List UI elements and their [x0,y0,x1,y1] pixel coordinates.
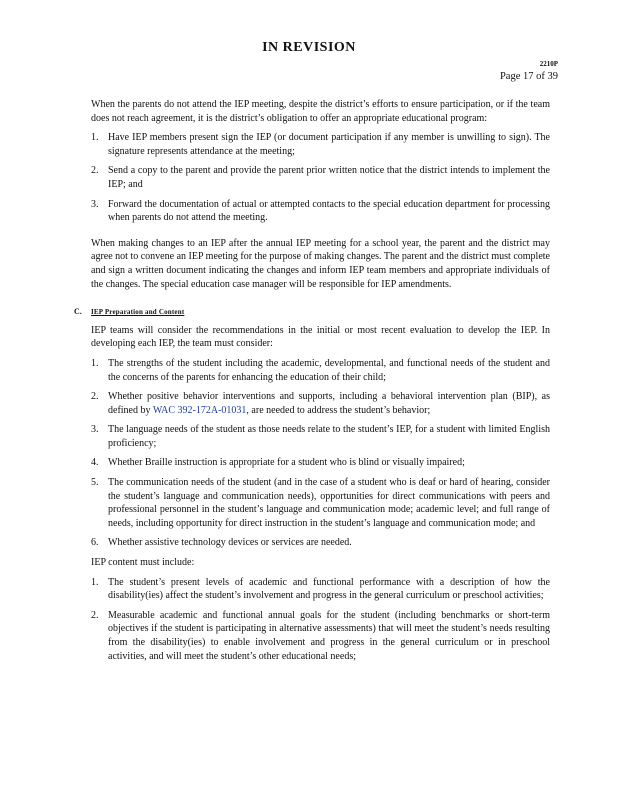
list-text [108,390,550,417]
document-body [74,98,550,669]
list-text: The student’s present levels of academic and functional performance with a description of how the disability(ies) affect the student’s involvement and progress in the general curriculum or preschool activities; [108,576,550,602]
list-item [91,423,550,450]
list-item [91,390,550,417]
section-letter: C. [74,307,82,317]
document-title: IN REVISION [262,40,356,55]
list-number: 1. [91,357,99,369]
list-text: Forward the documentation of actual or attempted contacts to the special education department for processing when parents do not attend the meeting. [108,198,550,224]
list-item [91,131,550,158]
changes-paragraph: When making changes to an IEP after the annual IEP meeting for a school year, the parent and the district may agree not to convene an IEP meeting for the purpose of making changes. The parent and the district must complete and sign a written document indicating the changes and inform IEP team members and appropriate individuals of the changes. The special education case manager will be responsible for IEP amendments. [91,237,550,290]
list-number: 3. [91,198,99,210]
section-c-intro: IEP teams will consider the recommendations in the initial or most recent evaluation to develop the IEP. In developing each IEP, the team must consider: [91,324,550,350]
list-number: 1. [91,576,99,588]
list-number: 2. [91,609,99,621]
content-intro: IEP content must include: [91,557,195,569]
list-considerations [91,357,550,550]
list-item [91,164,550,191]
section-c-heading [74,305,550,320]
wac-link[interactable]: WAC 392-172A-01031 [152,404,247,416]
list-text-pre: Whether positive behavior interventions and supports, including a behavioral intervention plan (BIP), as defined by [108,391,550,416]
list-item [91,456,550,470]
list-text: Have IEP members present sign the IEP (or document participation if any member is unwilling to sign). The signature represents attendance at the meeting; [108,132,550,157]
list-text: The strengths of the student including the academic, developmental, and functional needs of the student and the concerns of the parents for enhancing the education of their child; [108,357,550,383]
list-number: 2. [91,165,99,177]
list-text: Measurable academic and functional annual goals for the student (including benchmarks or short-term objectives if the student is participating in alternative assessments) that will meet the student’s needs resulting from the disability(ies) to enable involvement and progress in the general curriculum or in preschool activities, and will meet the student’s other educational needs; [108,609,550,662]
list-item [91,198,550,225]
list-number: 6. [91,537,99,549]
list-number: 4. [91,457,99,469]
page-number: Page 17 of 39 [499,71,558,82]
list-text: Whether assistive technology devices or services are needed. [108,537,352,549]
list-item [91,609,550,663]
list-item [91,576,550,603]
list-content [91,576,550,664]
list-nonattendance [91,131,550,225]
list-number: 2. [91,391,99,403]
intro-paragraph: When the parents do not attend the IEP meeting, despite the district’s efforts to ensure participation, or if the team does not reach agreement, it is the district’s obligation to offer an appropriate educational program: [91,99,550,124]
list-text: Send a copy to the parent and provide the parent prior written notice that the district intends to implement the IEP; and [108,165,550,190]
section-title: IEP Preparation and Content [91,308,185,317]
list-item [91,357,550,384]
list-number: 1. [91,132,99,144]
list-item [91,476,550,530]
list-number: 5. [91,477,99,489]
list-text: Whether Braille instruction is appropriate for a student who is blind or visually impaired; [108,457,465,469]
list-text-post: , are needed to address the student’s behavior; [246,404,431,416]
list-text: The language needs of the student as those needs relate to the student’s IEP, for a student with limited English proficiency; [108,424,550,449]
list-text: The communication needs of the student (and in the case of a student who is deaf or hard of hearing, consider the student’s language and communication needs), opportunities for direct communications with peers and professional personnel in the student’s language and communication mode; academic level; and full range of needs, including opportunity for direct instruction in the student’s language and communication mode; and [108,477,550,529]
list-number: 3. [91,424,99,436]
policy-code: 2210P [539,60,558,68]
list-item [91,536,550,550]
